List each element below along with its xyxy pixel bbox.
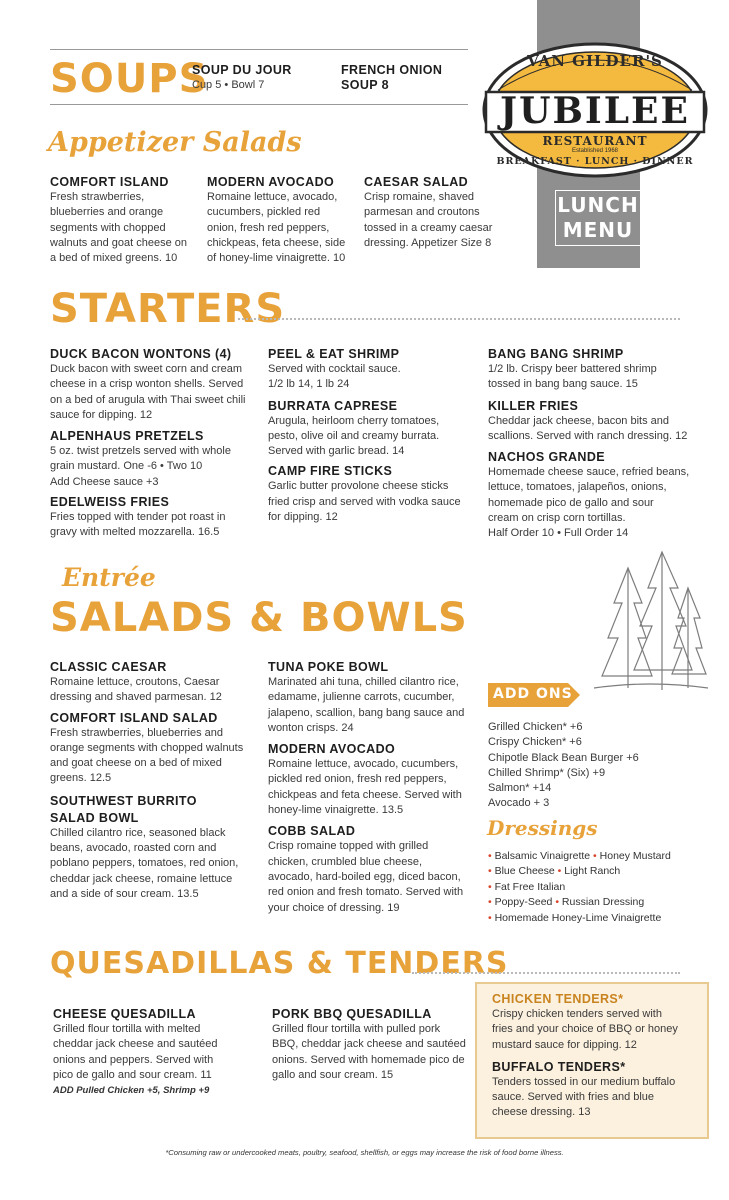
add-on-item: Grilled Chicken* +6: [488, 721, 583, 733]
starter-item: PEEL & EAT SHRIMP Served with cocktail sauce. 1/2 lb 14, 1 lb 24: [268, 347, 401, 391]
soups-title: SOUPS: [50, 56, 209, 102]
lunch-menu-label: [555, 190, 641, 246]
item-desc: Romaine lettuce, avocado, cucumbers, pickled red onion, fresh red peppers, chickpeas, feta cheese, side of honey-lime vinaigrette. 10: [207, 191, 346, 265]
starter-item: EDELWEISS FRIES Fries topped with tender pot roast in gravy with melted mozzarella. 16.5: [50, 495, 226, 539]
salad-item: MODERN AVOCADO Romaine lettuce, avocado, cucumbers, pickled red onion, fresh red peppers, chickpeas and feta cheese. Served with honey-lime vinaigrette. 13.5: [268, 742, 462, 817]
salads-column-2: [268, 660, 483, 916]
logo-meals: BREAKFAST · LUNCH · DINNER: [496, 156, 694, 167]
add-ons-list: [488, 720, 708, 812]
add-ons-banner: [488, 683, 580, 707]
logo-established: Established 1968: [571, 148, 619, 154]
soup-item-price: Cup 5 • Bowl 7: [192, 79, 265, 91]
item-desc: Fresh strawberries, blueberries and orange segments with chopped walnuts and goat cheese on a bed of mixed greens. 10: [50, 191, 187, 265]
appetizer-salad-2: [207, 175, 367, 266]
dressing-row: • Fat Free Italian: [488, 880, 566, 893]
logo-sub-text: RESTAURANT: [542, 134, 648, 148]
dressing-row: • Balsamic Vinaigrette • Honey Mustard: [488, 850, 671, 862]
salads-column-1: [50, 660, 265, 902]
tenders-box: [475, 982, 709, 1139]
salad-item: CLASSIC CAESAR Romaine lettuce, croutons, Caesar dressing and shaved parmesan. 12: [50, 660, 222, 704]
tender-item: BUFFALO TENDERS* Tenders tossed in our medium buffalo sauce. Served with fries and blue cheese dressing. 13: [492, 1059, 676, 1119]
soup-item-name: FRENCH ONION: [341, 63, 443, 77]
starters-dotted-rule: [238, 318, 680, 320]
logo-top-text: VAN GILDER'S: [527, 52, 663, 70]
footer-disclaimer: *Consuming raw or undercooked meats, poultry, seafood, shellfish, or eggs may increase the risk of food borne illness.: [165, 1148, 564, 1157]
entree-script-title: Entrée: [62, 563, 156, 592]
add-on-item: Chilled Shrimp* (Six) +9: [488, 766, 606, 779]
dressing-row: • Blue Cheese • Light Ranch: [488, 865, 621, 878]
quesadillas-title: QUESADILLAS & TENDERS: [50, 946, 509, 981]
appetizer-salad-1: [50, 175, 210, 266]
add-on-item: Chipotle Black Bean Burger +6: [488, 751, 639, 764]
starters-column-1: [50, 347, 265, 541]
add-on-item: Salmon* +14: [488, 782, 552, 795]
item-name: CAESAR SALAD: [364, 175, 469, 189]
salad-item: TUNA POKE BOWL Marinated ahi tuna, chilled cilantro rice, edamame, julienne carrots, cucumber, jalapeno, scallion, bang bang sauce and wonton crisps. 24: [268, 660, 465, 734]
soup-item-price: SOUP 8: [341, 78, 390, 92]
pine-trees-illustration: [590, 548, 710, 696]
soup-item-name: SOUP DU JOUR: [192, 63, 292, 77]
item-name: MODERN AVOCADO: [207, 175, 335, 189]
starter-item: ALPENHAUS PRETZELS 5 oz. twist pretzels served with whole grain mustard. One -6 • Two 10 Add Cheese sauce +3: [50, 429, 231, 488]
starters-title: STARTERS: [50, 286, 286, 332]
starter-item: NACHOS GRANDE Homemade cheese sauce, refried beans, lettuce, tomatoes, jalapeños, onions, homemade pico de gallo and sour cream on crisp corn tortillas. Half Order 10 • Full Order 14: [488, 450, 690, 540]
starters-column-2: [268, 347, 483, 525]
soups-bottom-rule: [50, 104, 468, 105]
soup-item-2: [341, 63, 442, 93]
dressing-row: • Poppy-Seed • Russian Dressing: [488, 896, 645, 909]
quesadillas-dotted-rule: [412, 972, 680, 974]
salad-item: COMFORT ISLAND SALAD Fresh strawberries, blueberries and orange segments with chopped walnuts and goat cheese on a bed of mixed greens. 12.5: [50, 710, 244, 785]
starter-item: BANG BANG SHRIMP 1/2 lb. Crispy beer battered shrimp tossed in bang bang sauce. 15: [488, 347, 657, 391]
add-on-item: Crispy Chicken* +6: [488, 736, 582, 749]
dressings-title: Dressings: [487, 816, 598, 840]
quesadilla-item-1: CHEESE QUESADILLA Grilled flour tortilla with melted cheddar jack cheese and sautéed onions and peppers. Served with pico de gallo and sour cream. 11 ADD Pulled Chicken +5, Shrimp +9: [53, 1007, 263, 1098]
soup-item-1: [192, 63, 292, 93]
tender-item: CHICKEN TENDERS* Crispy chicken tenders served with fries and your choice of BBQ or honey mustard sauce for dipping. 12: [492, 992, 678, 1051]
dressing-row: • Homemade Honey-Lime Vinaigrette: [488, 911, 662, 924]
menu-label-line1: LUNCH: [557, 193, 639, 217]
add-on-item: Avocado + 3: [488, 797, 550, 810]
quesadilla-addon-note: ADD Pulled Chicken +5, Shrimp +9: [53, 1085, 210, 1097]
item-desc: Crisp romaine, shaved parmesan and croutons tossed in a creamy caesar dressing. Appetizer Size 8: [364, 191, 493, 249]
item-name: COMFORT ISLAND: [50, 175, 169, 189]
starter-item: BURRATA CAPRESE Arugula, heirloom cherry tomatoes, pesto, olive oil and creamy burrata. Served with garlic bread. 14: [268, 398, 440, 458]
jubilee-logo: [480, 40, 710, 180]
salad-item: SOUTHWEST BURRITO SALAD BOWL Chilled cilantro rice, seasoned black beans, avocado, roasted corn and poblano peppers, tomatoes, red onion, cheddar jack cheese, romaine lettuce and a side of sour cream. 13.5: [50, 793, 239, 900]
menu-label-line2: MENU: [562, 218, 634, 242]
soups-top-rule: [50, 49, 468, 50]
dressings-list: [488, 849, 718, 926]
logo-main-text: JUBILEE: [500, 90, 690, 132]
starter-item: CAMP FIRE STICKS Garlic butter provolone cheese sticks fried crisp and served with vodka sauce for dipping. 12: [268, 464, 461, 524]
appetizer-salad-3: [364, 175, 534, 251]
starter-item: KILLER FRIES Cheddar jack cheese, bacon bits and scallions. Served with ranch dressing. 12: [488, 398, 688, 442]
starters-column-3: [488, 347, 713, 542]
salad-item: COBB SALAD Crisp romaine topped with grilled chicken, crumbled blue cheese, avocado, hard-boiled egg, diced bacon, red onion and fresh tomato. Served with your choice of dressing. 19: [268, 824, 464, 914]
salads-bowls-title: SALADS & BOWLS: [50, 595, 468, 641]
starter-item: DUCK BACON WONTONS (4) Duck bacon with sweet corn and cream cheese in a crisp wonton shells. Served on a bed of arugula with Thai sweet chili sauce for dipping. 12: [50, 347, 246, 421]
appetizer-salads-title: Appetizer Salads: [48, 127, 302, 158]
add-ons-title: ADD ONS: [493, 686, 573, 702]
quesadilla-item-2: PORK BBQ QUESADILLA Grilled flour tortilla with pulled pork BBQ, cheddar jack cheese and sautéed onions. Served with homemade pico de gallo and sour cream. 15: [272, 1007, 466, 1081]
